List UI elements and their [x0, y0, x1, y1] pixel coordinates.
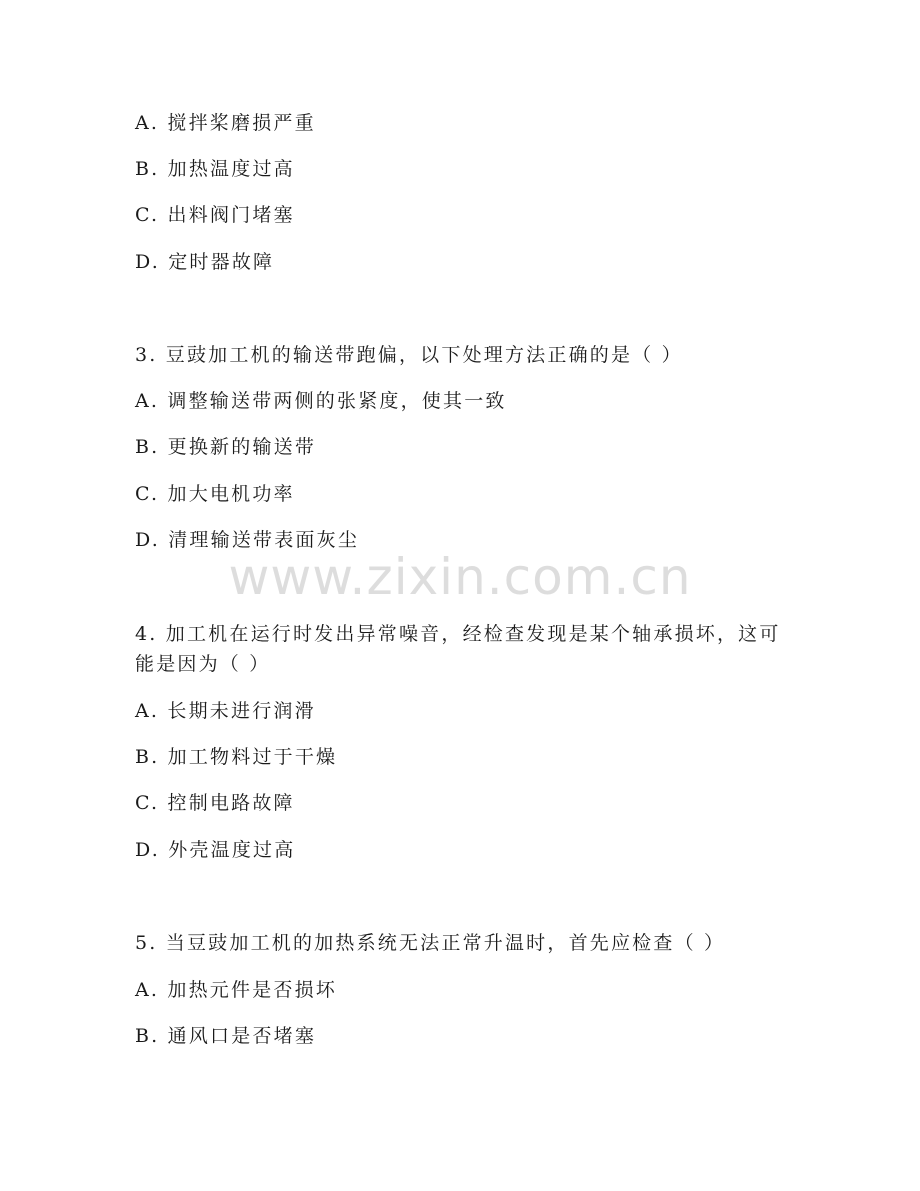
q3-option-a: A. 调整输送带两侧的张紧度，使其一致 — [135, 390, 507, 412]
q3-option-d: D. 清理输送带表面灰尘 — [135, 529, 360, 551]
q4-stem-line1: 4. 加工机在运行时发出异常噪音，经检查发现是某个轴承损坏，这可 — [135, 623, 781, 645]
q4-option-c: C. 控制电路故障 — [135, 792, 295, 814]
q4-option-b: B. 加工物料过于干燥 — [135, 746, 338, 768]
q2-option-c: C. 出料阀门堵塞 — [135, 204, 295, 226]
q5-option-a: A. 加热元件是否损坏 — [135, 979, 338, 1001]
q5-stem: 5. 当豆豉加工机的加热系统无法正常升温时，首先应检查（ ） — [135, 932, 726, 954]
q2-option-a: A. 搅拌桨磨损严重 — [135, 112, 316, 134]
q3-option-c: C. 加大电机功率 — [135, 483, 295, 505]
q5-option-b: B. 通风口是否堵塞 — [135, 1025, 317, 1047]
watermark: www.zixin.com.cn — [228, 548, 692, 606]
q3-stem: 3. 豆豉加工机的输送带跑偏，以下处理方法正确的是（ ） — [135, 344, 683, 366]
q3-option-b: B. 更换新的输送带 — [135, 436, 317, 458]
q4-option-d: D. 外壳温度过高 — [135, 839, 296, 861]
q4-stem-line2: 能是因为（ ） — [135, 653, 271, 675]
q2-option-d: D. 定时器故障 — [135, 251, 275, 273]
q2-option-b: B. 加热温度过高 — [135, 158, 295, 180]
q4-option-a: A. 长期未进行润滑 — [135, 700, 316, 722]
